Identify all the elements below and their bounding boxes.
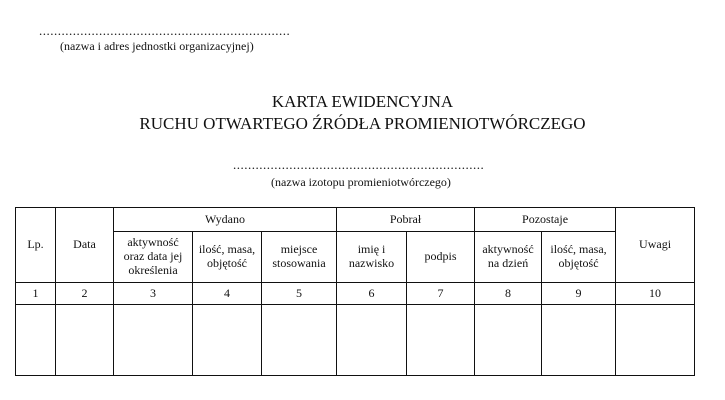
header-podpis: podpis [407, 232, 475, 283]
column-number: 5 [262, 283, 337, 305]
entry-cell-lp[interactable] [16, 305, 56, 376]
entry-cell-ilosc-pozostaje[interactable] [542, 305, 616, 376]
unit-name-caption: (nazwa i adres jednostki organizacyjnej) [60, 39, 254, 53]
column-number: 1 [16, 283, 56, 305]
isotope-name-caption: (nazwa izotopu promieniotwórczego) [271, 175, 451, 189]
entry-row [16, 305, 695, 376]
header-data: Data [56, 208, 114, 283]
entry-cell-podpis[interactable] [407, 305, 475, 376]
isotope-name-dotted-line: ................................................................... [233, 157, 485, 172]
entry-cell-aktywnosc-data[interactable] [114, 305, 193, 376]
column-number: 6 [337, 283, 407, 305]
entry-cell-imie-nazwisko[interactable] [337, 305, 407, 376]
header-group-wydano: Wydano [114, 208, 337, 232]
entry-cell-uwagi[interactable] [616, 305, 695, 376]
entry-cell-data[interactable] [56, 305, 114, 376]
register-table [15, 207, 695, 376]
header-imie-nazwisko: imię i nazwisko [337, 232, 407, 283]
column-number: 2 [56, 283, 114, 305]
header-aktywnosc-data: aktywność oraz data jej określenia [114, 232, 193, 283]
column-number-row [16, 283, 695, 305]
column-number: 7 [407, 283, 475, 305]
header-miejsce-stosowania: miejsce stosowania [262, 232, 337, 283]
header-uwagi: Uwagi [616, 208, 695, 283]
column-number: 10 [616, 283, 695, 305]
card-title-line-1: KARTA EWIDENCYJNA [271, 92, 454, 111]
header-aktywnosc-dzien: aktywność na dzień [475, 232, 542, 283]
header-ilosc-pozostaje: ilość, masa, objętość [542, 232, 616, 283]
entry-cell-aktywnosc-dzien[interactable] [475, 305, 542, 376]
header-lp: Lp. [16, 208, 56, 283]
header-group-pozostaje: Pozostaje [475, 208, 616, 232]
entry-cell-miejsce-stosowania[interactable] [262, 305, 337, 376]
column-number: 4 [193, 283, 262, 305]
unit-name-dotted-line: ................................................................... [39, 23, 291, 38]
card-title-line-2: RUCHU OTWARTEGO ŹRÓDŁA PROMIENIOTWÓRCZEGO [139, 114, 586, 133]
entry-cell-ilosc-wydano[interactable] [193, 305, 262, 376]
header-sub-row [16, 232, 695, 283]
header-group-pobral: Pobrał [337, 208, 475, 232]
header-ilosc-wydano: ilość, masa, objętość [193, 232, 262, 283]
column-number: 8 [475, 283, 542, 305]
column-number: 3 [114, 283, 193, 305]
column-number: 9 [542, 283, 616, 305]
header-group-row [16, 208, 695, 232]
